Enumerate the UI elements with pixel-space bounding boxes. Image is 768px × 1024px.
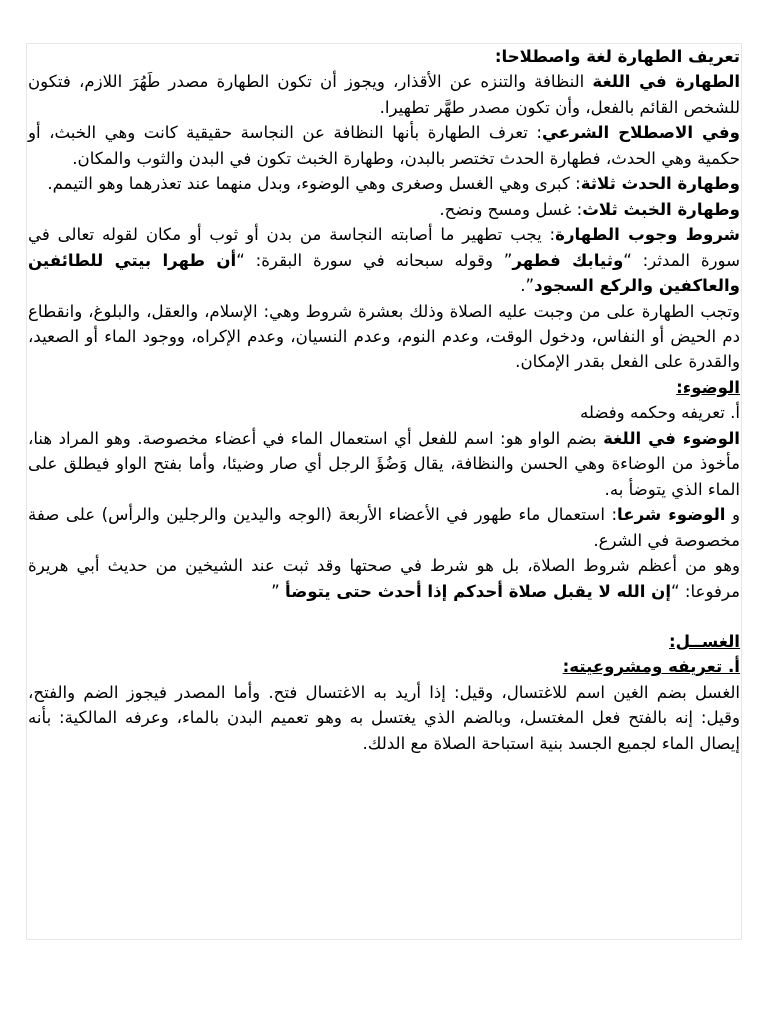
term-bold: الوضوء شرعا: [617, 505, 726, 525]
subheading-text: أ. تعريفه وحكمه وفضله: [579, 403, 740, 423]
paragraph-text: وتجب الطهارة على من وجبت عليه الصلاة وذلك بعشرة شروط وهي: الإسلام، والعقل، والبلوغ، وانقطاع دم الحيض أو النفاس، ودخول الوقت، وعدم النوم، وعدم النسيان، وعدم الإكراه، ووجود الماء أو الصعيد، والقدرة على الفعل بقدر الإمكان.: [28, 301, 740, 372]
section-wudu: [28, 375, 740, 604]
paragraph-text: الغسل بضم الغين اسم للاغتسال، وقيل: إذا أريد به الاغتسال فتح. وأما المصدر فيجوز الضم والفتح، وقيل: إنه بالفتح فعل المغتسل، وبالضم الذي يغتسل به وهو تعميم البدن بالماء، وعرفه المالكية: بأنه إيصال الماء لجميع الجسد بنية استباحة الصلاة مع الدلك.: [28, 682, 740, 753]
paragraph-ghusl-definition: [28, 680, 740, 756]
term-bold: الطهارة في اللغة: [592, 72, 741, 92]
paragraph-text: ”.: [520, 276, 535, 296]
term-bold: وطهارة الحدث ثلاثة: [580, 174, 740, 194]
term-bold: وفي الاصطلاح الشرعي: [541, 123, 740, 143]
paragraph-text: و: [725, 505, 741, 525]
paragraph-tahara-linguistic: [28, 69, 740, 120]
section-spacer: [28, 604, 740, 629]
term-bold: الوضوء في اللغة: [603, 428, 740, 448]
subheading-wudu-definition: [28, 400, 740, 425]
paragraph-text: : يجب تطهير ما أصابته النجاسة من بدن أو ثوب أو مكان لقوله تعالى في سورة المدثر: “: [28, 225, 740, 270]
paragraph-wudu-legal: [28, 502, 740, 553]
paragraph-text: : استعمال ماء طهور في الأعضاء الأربعة (الوجه واليدين والرجلين والرأس) على صفة مخصوصة في الشرع.: [28, 505, 740, 550]
paragraph-wudu-hadith: [28, 553, 740, 604]
subheading-text: أ. تعريفه ومشروعيته:: [562, 657, 740, 677]
hadith-quote: إن الله لا يقبل صلاة أحدكم إذا أحدث حتى يتوضأ: [284, 581, 672, 601]
paragraph-text: : كبرى وهي الغسل وصغرى وهي الوضوء، وبدل منهما عند تعذرهما وهو التيمم.: [47, 174, 581, 194]
subheading-ghusl-definition: [28, 654, 740, 679]
term-bold: شروط وجوب الطهارة: [555, 225, 740, 245]
paragraph-tahara-legal: [28, 120, 740, 171]
paragraph-text: بضم الواو هو: اسم للفعل أي استعمال الماء في أعضاء مخصوصة. وهو المراد هنا، مأخوذ من الوضاءة وهي الحسن والنظافة، يقال وَضُؤَ الرجل أي صار وضيئا، وأما بفتح الواو فيطلق على الماء الذي يتوضأ به.: [28, 428, 740, 499]
paragraph-text: وهو من أعظم شروط الصلاة، بل هو شرط في صحتها وقد ثبت عند الشيخين من حديث أبي هريرة مرفوعا: “: [28, 556, 740, 601]
quran-quote: أن طهرا بيتي للطائفين والعاكفين والركع السجود: [28, 250, 740, 296]
paragraph-text: : غسل ومسح ونضح.: [439, 199, 583, 219]
paragraph-text: ”: [271, 581, 285, 601]
paragraph-tahara-conditions: [28, 222, 740, 298]
paragraph-wudu-linguistic: [28, 426, 740, 502]
term-bold: وطهارة الخبث ثلاث: [582, 199, 740, 219]
paragraph-text: : تعرف الطهارة بأنها النظافة عن النجاسة حقيقية كانت وهي الخبث، أو حكمية وهي الحدث، فطهارة الحدث تختصر بالبدن، وطهارة الخبث تكون في البدن والثوب والمكان.: [28, 123, 740, 168]
heading-wudu: [28, 375, 740, 400]
paragraph-text: ” وقوله سبحانه في سورة البقرة: “: [236, 250, 513, 270]
paragraph-khabath-types: [28, 197, 740, 222]
heading-ghusl: [28, 629, 740, 654]
paragraph-ten-conditions: [28, 299, 740, 375]
section-ghusl: [28, 629, 740, 756]
section-tahara-definition: [28, 44, 740, 375]
heading-text: الوضوء:: [676, 377, 740, 397]
paragraph-text: النظافة والتنزه عن الأقذار، ويجوز أن تكون الطهارة مصدر طَهُرَ اللازم، فتكون للشخص القائم بالفعل، وأن تكون مصدر طهَّر تطهيرا.: [28, 72, 740, 117]
quran-quote: وثيابك فطهر: [512, 250, 624, 270]
document-body: [28, 44, 740, 756]
paragraph-hadath-types: [28, 171, 740, 196]
heading-text: تعريف الطهارة لغة واصطلاحا:: [494, 47, 740, 66]
heading-text: الغســل:: [669, 631, 740, 651]
heading-tahara-definition: [28, 44, 740, 69]
